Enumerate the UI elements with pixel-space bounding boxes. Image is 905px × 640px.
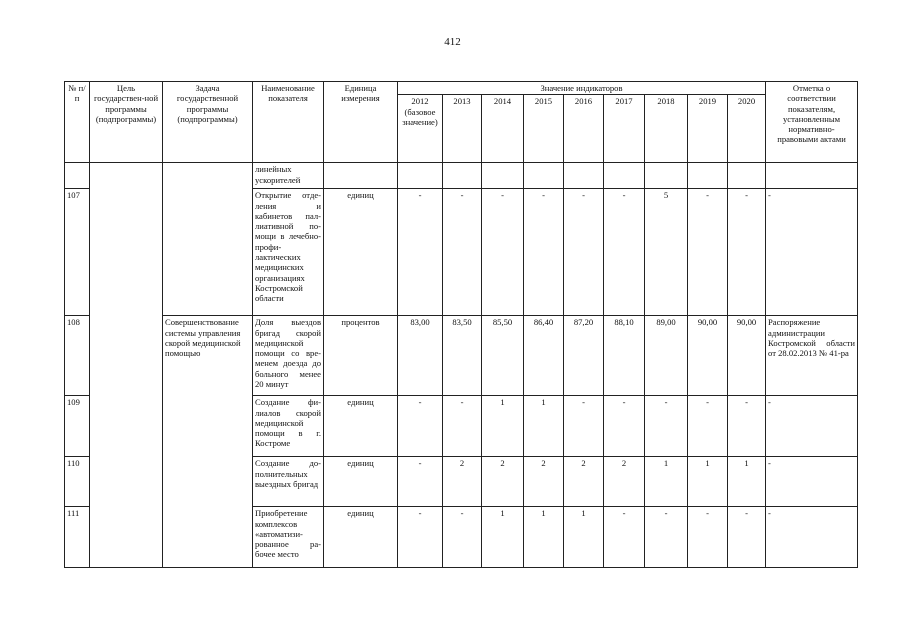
row-unit: единиц [324,396,398,457]
row-goal [90,163,163,568]
row-value: 1 [564,507,604,568]
row-value: 2 [443,457,482,507]
row-value: - [564,189,604,316]
header-year: 2014 [482,95,524,163]
row-value: - [604,189,645,316]
row-value: - [645,396,688,457]
row-num: 108 [65,316,90,396]
row-value: 2 [604,457,645,507]
header-task: Задача государственной программы (подпрограммы) [163,82,253,163]
row-value: 1 [524,507,564,568]
row-value: - [728,507,766,568]
page-number: 412 [444,36,461,48]
row-value: 1 [482,396,524,457]
row-name: Приобретение комплексов «автоматизи-рованное ра-бочее место [253,507,324,568]
row-value [728,163,766,189]
header-year: 2012 (базовое значение) [398,95,443,163]
row-value [645,163,688,189]
row-value: 88,10 [604,316,645,396]
header-year: 2020 [728,95,766,163]
header-values: Значение индикаторов [398,82,766,95]
row-unit: единиц [324,189,398,316]
row-value: 1 [482,507,524,568]
row-name: Создание фи-лиалов скорой медицинской помощи в г. Костроме [253,396,324,457]
row-value: 1 [688,457,728,507]
row-value: 83,50 [443,316,482,396]
header-year: 2019 [688,95,728,163]
table-row [65,163,858,189]
row-num: 111 [65,507,90,568]
row-value: - [604,396,645,457]
row-unit [324,163,398,189]
row-note: Распоряжение администрации Костромской области от 28.02.2013 № 41-ра [766,316,858,396]
row-value: - [564,396,604,457]
row-name: линейных ускорителей [253,163,324,189]
row-value: 83,00 [398,316,443,396]
row-value: - [728,396,766,457]
row-name: Создание до-полнительных выездных бригад [253,457,324,507]
row-value [564,163,604,189]
row-unit: единиц [324,457,398,507]
row-value: 1 [524,396,564,457]
row-value: - [398,396,443,457]
row-value: 2 [564,457,604,507]
row-value: 85,50 [482,316,524,396]
row-value: - [443,189,482,316]
header-year: 2017 [604,95,645,163]
row-value: - [688,189,728,316]
header-year: 2015 [524,95,564,163]
row-task [163,163,253,316]
row-value [524,163,564,189]
header-num: № п/п [65,82,90,163]
header-row [65,82,858,95]
row-unit: процентов [324,316,398,396]
row-value: 86,40 [524,316,564,396]
row-value: - [645,507,688,568]
header-year: 2016 [564,95,604,163]
header-year: 2013 [443,95,482,163]
row-value: - [482,189,524,316]
row-value: - [688,396,728,457]
row-value [443,163,482,189]
row-num: 110 [65,457,90,507]
row-note: - [766,396,858,457]
header-name: Наименование показателя [253,82,324,163]
row-note [766,163,858,189]
header-unit: Единица измерения [324,82,398,163]
row-value: - [728,189,766,316]
row-unit: единиц [324,507,398,568]
header-year: 2018 [645,95,688,163]
row-value: 90,00 [728,316,766,396]
row-value: 5 [645,189,688,316]
header-goal: Цель государствен-ной программы (подпрограммы) [90,82,163,163]
row-value: - [398,457,443,507]
row-num: 107 [65,189,90,316]
row-num: 109 [65,396,90,457]
row-value: - [443,507,482,568]
row-value: 1 [728,457,766,507]
row-value: - [443,396,482,457]
row-value: - [524,189,564,316]
row-value: - [688,507,728,568]
header-note: Отметка о соответствии показателям, установленным нормативно-правовыми актами [766,82,858,163]
row-value: 2 [524,457,564,507]
row-value: 1 [645,457,688,507]
row-value [604,163,645,189]
row-value [482,163,524,189]
indicators-table [64,81,858,568]
row-note: - [766,189,858,316]
row-value: - [398,507,443,568]
row-value [398,163,443,189]
row-note: - [766,457,858,507]
row-value: 2 [482,457,524,507]
row-value: 89,00 [645,316,688,396]
row-value: 90,00 [688,316,728,396]
row-name: Открытие отде-ления и кабинетов пал-лиативной по-мощи в лечебно-профи-лактических медицинских организациях Костромской области [253,189,324,316]
table-row [65,316,858,396]
row-name: Доля выездов бригад скорой медицинской помощи со вре-менем доезда до больного менее 20 минут [253,316,324,396]
row-num [65,163,90,189]
row-value: 87,20 [564,316,604,396]
row-note: - [766,507,858,568]
row-value: - [604,507,645,568]
row-task: Совершенствование системы управления скорой медицинской помощью [163,316,253,568]
row-value [688,163,728,189]
row-value: - [398,189,443,316]
